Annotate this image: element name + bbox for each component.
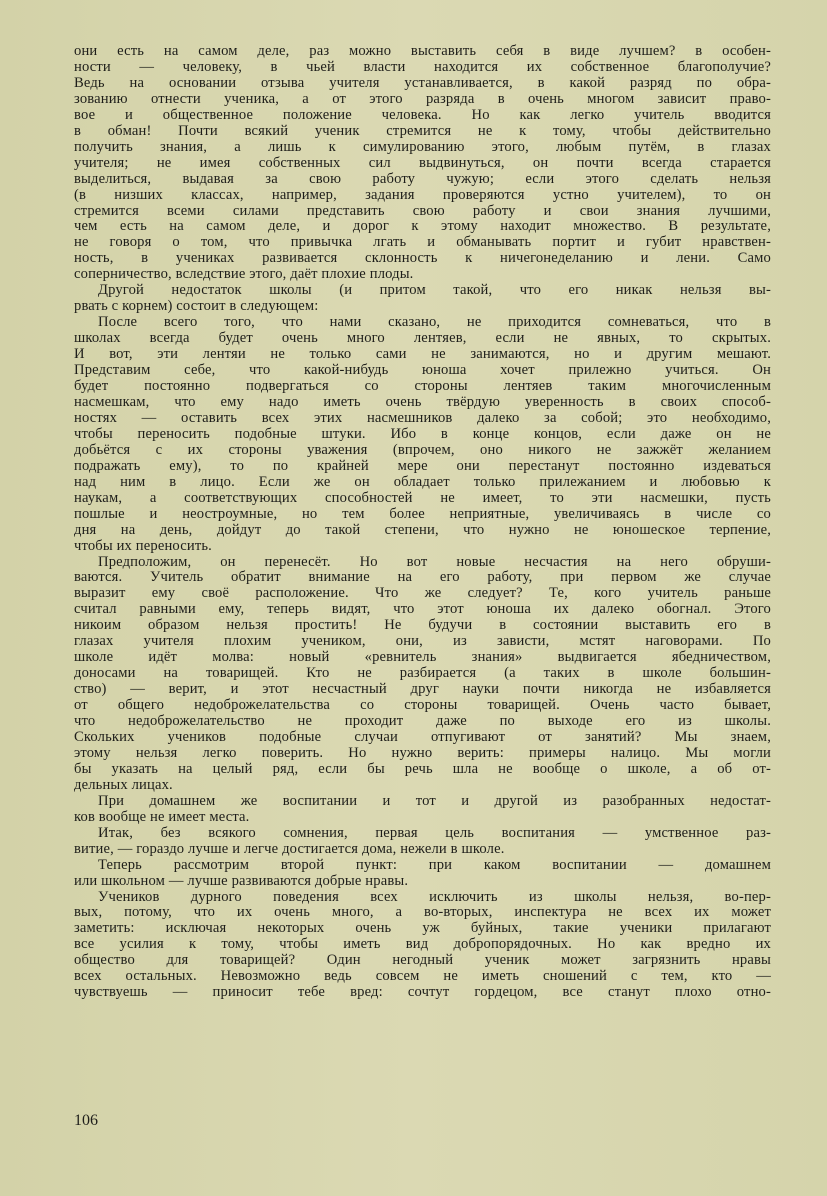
text-line: наукам, а соответствующих способностей не имеет, то эти насмешки, пусть [74, 490, 771, 506]
text-line: чувствуешь — приносит тебе вред: сочтут гордецом, все станут плохо отно- [74, 985, 771, 1001]
text-line: Другой недостаток школы (и притом такой, что его никак нельзя вы- [98, 283, 771, 299]
paragraph [74, 315, 771, 554]
text-line: считал равными ему, теперь видят, что этот юноша их далеко обогнал. Этого [74, 602, 771, 618]
text-line: насмешкам, что ему надо иметь очень твёрдую уверенность в своих способ- [74, 394, 771, 410]
text-line: Итак, без всякого сомнения, первая цель воспитания — умственное раз- [98, 825, 771, 841]
text-line: всех остальных. Невозможно ведь совсем не иметь сношений с тем, кто — [74, 969, 771, 985]
text-line: школе идёт молва: новый «ревнитель знания» выдвигается ябедничеством, [74, 650, 771, 666]
text-line: школах всегда будет очень много лентяев, если не явных, то скрытых. [74, 331, 771, 347]
text-line: выделиться, выдавая за свою работу чужую; если этого сделать нельзя [74, 171, 771, 187]
text-line: бы указать на целый ряд, если бы речь шла не вообще о школе, а об от- [74, 761, 771, 777]
paragraph [74, 283, 771, 315]
text-line: вое и общественное положение человека. Но как легко учитель вводится [74, 107, 771, 123]
text-line: выразит ему своё расположение. Что же следует? Те, кого учитель раньше [74, 586, 771, 602]
text-line: все усилия к тому, чтобы иметь вид добропорядочных. Но как вредно их [74, 937, 771, 953]
text-line: в обман! Почти всякий ученик стремится не к тому, чтобы действительно [74, 123, 771, 139]
text-line: учителя; не имея собственных сил выдвинуться, он почти всегда старается [74, 155, 771, 171]
text-line: или школьном — лучше развиваются добрые нравы. [74, 873, 409, 889]
text-line: не говоря о том, что привычка лгать и обманывать портит и губит нравствен- [74, 235, 771, 251]
paragraph [74, 826, 771, 858]
paragraph [74, 858, 771, 890]
text-line: (в низших классах, например, задания проверяются устно учителем), то он [74, 187, 771, 203]
text-line: общество для товарищей? Один негодный ученик может загрязнить нравы [74, 953, 771, 969]
text-line: рвать с корнем) состоит в следующем: [74, 299, 319, 315]
text-line: ность, в учениках развивается склонность к ничегонеделанию и лени. Само [74, 251, 771, 267]
text-line: ков вообще не имеет места. [74, 809, 250, 825]
text-line: чтобы их переносить. [74, 538, 212, 554]
text-line: добьётся с их стороны уважения (впрочем, оно никого не зажжёт желанием [74, 442, 771, 458]
text-line: что недоброжелательство не проходит даже по выходе его из школы. [74, 714, 771, 730]
text-line: После всего того, что нами сказано, не приходится сомневаться, что в [98, 315, 771, 331]
text-line: Представим себе, что какой-нибудь юноша хочет прилежно учиться. Он [74, 363, 771, 379]
text-line: Предположим, он перенесёт. Но вот новые несчастия на него обруши- [98, 554, 771, 570]
text-line: Учеников дурного поведения всех исключить из школы нельзя, во-пер- [98, 889, 771, 905]
text-line: вых, потому, что их очень много, а во-вторых, инспектура не всех их может [74, 905, 771, 921]
text-line: доносами на товарищей. Кто не разбирается (а таких в школе большин- [74, 666, 771, 682]
paragraph [74, 890, 771, 1002]
text-line: чтобы переносить подобные штуки. Ибо в конце концов, если даже он не [74, 426, 771, 442]
paragraph [74, 794, 771, 826]
text-line: пошлые и неостроумные, но тем более неприятные, увеличиваясь в числе со [74, 506, 771, 522]
text-line: этому нельзя легко поверить. Но нужно верить: примеры налицо. Мы могли [74, 745, 771, 761]
text-line: никоим образом нельзя простить! Не будучи в состоянии выставить его в [74, 618, 771, 634]
text-line: подражать ему), то по крайней мере они перестанут постоянно издеваться [74, 458, 771, 474]
text-line: зованию отнести ученика, а от этого разряда в очень многом зависит право- [74, 91, 771, 107]
text-line: от общего недоброжелательства со стороны товарищей. Очень часто бывает, [74, 698, 771, 714]
text-line: дня на день, дойдут до такой степени, что нужно не юношеское терпение, [74, 522, 771, 538]
text-line: дельных лицах. [74, 777, 173, 793]
text-line: соперничество, вследствие этого, даёт плохие плоды. [74, 267, 414, 283]
text-line: витие, — гораздо лучше и легче достигается дома, нежели в школе. [74, 841, 505, 857]
text-line: Скольких учеников подобные случаи отпугивают от занятий? Мы знаем, [74, 729, 771, 745]
text-line: Теперь рассмотрим второй пункт: при каком воспитании — домашнем [98, 857, 771, 873]
book-page-text [74, 44, 771, 1001]
text-line: И вот, эти лентяи не только сами не занимаются, но и другим мешают. [74, 347, 771, 363]
text-line: над ним в лицо. Если же он обладает только прилежанием и любовью к [74, 474, 771, 490]
text-line: ство) — верит, и этот несчастный друг науки почти никогда не избавляется [74, 682, 771, 698]
text-line: ностях — оставить всех этих насмешников далеко за собой; это необходимо, [74, 410, 771, 426]
text-line: стремится всеми силами представить свою работу и свои знания лучшими, [74, 203, 771, 219]
text-line: ваются. Учитель обратит внимание на его работу, при первом же случае [74, 570, 771, 586]
text-line: При домашнем же воспитании и тот и другой из разобранных недостат- [98, 793, 771, 809]
text-line: будет постоянно подвергаться со стороны лентяев таким многочисленным [74, 379, 771, 395]
text-line: они есть на самом деле, раз можно выставить себя в виде лучшем? в особен- [74, 44, 771, 59]
text-line: получить знания, а лишь к симулированию этого, любым путём, в глазах [74, 139, 771, 155]
paragraph [74, 44, 771, 283]
text-line: заметить: исключая некоторых очень уж буйных, такие ученики прилагают [74, 921, 771, 937]
page-number: 106 [74, 1112, 98, 1129]
text-line: ности — человеку, в чьей власти находится их собственное благополучие? [74, 59, 771, 75]
text-line: глазах учителя плохим учеником, они, из зависти, мстят наговорами. По [74, 634, 771, 650]
text-line: чем есть на самом деле, и дорог к этому находит множество. В результате, [74, 219, 771, 235]
paragraph [74, 555, 771, 794]
text-line: Ведь на основании отзыва учителя устанавливается, в какой разряд по обра- [74, 75, 771, 91]
